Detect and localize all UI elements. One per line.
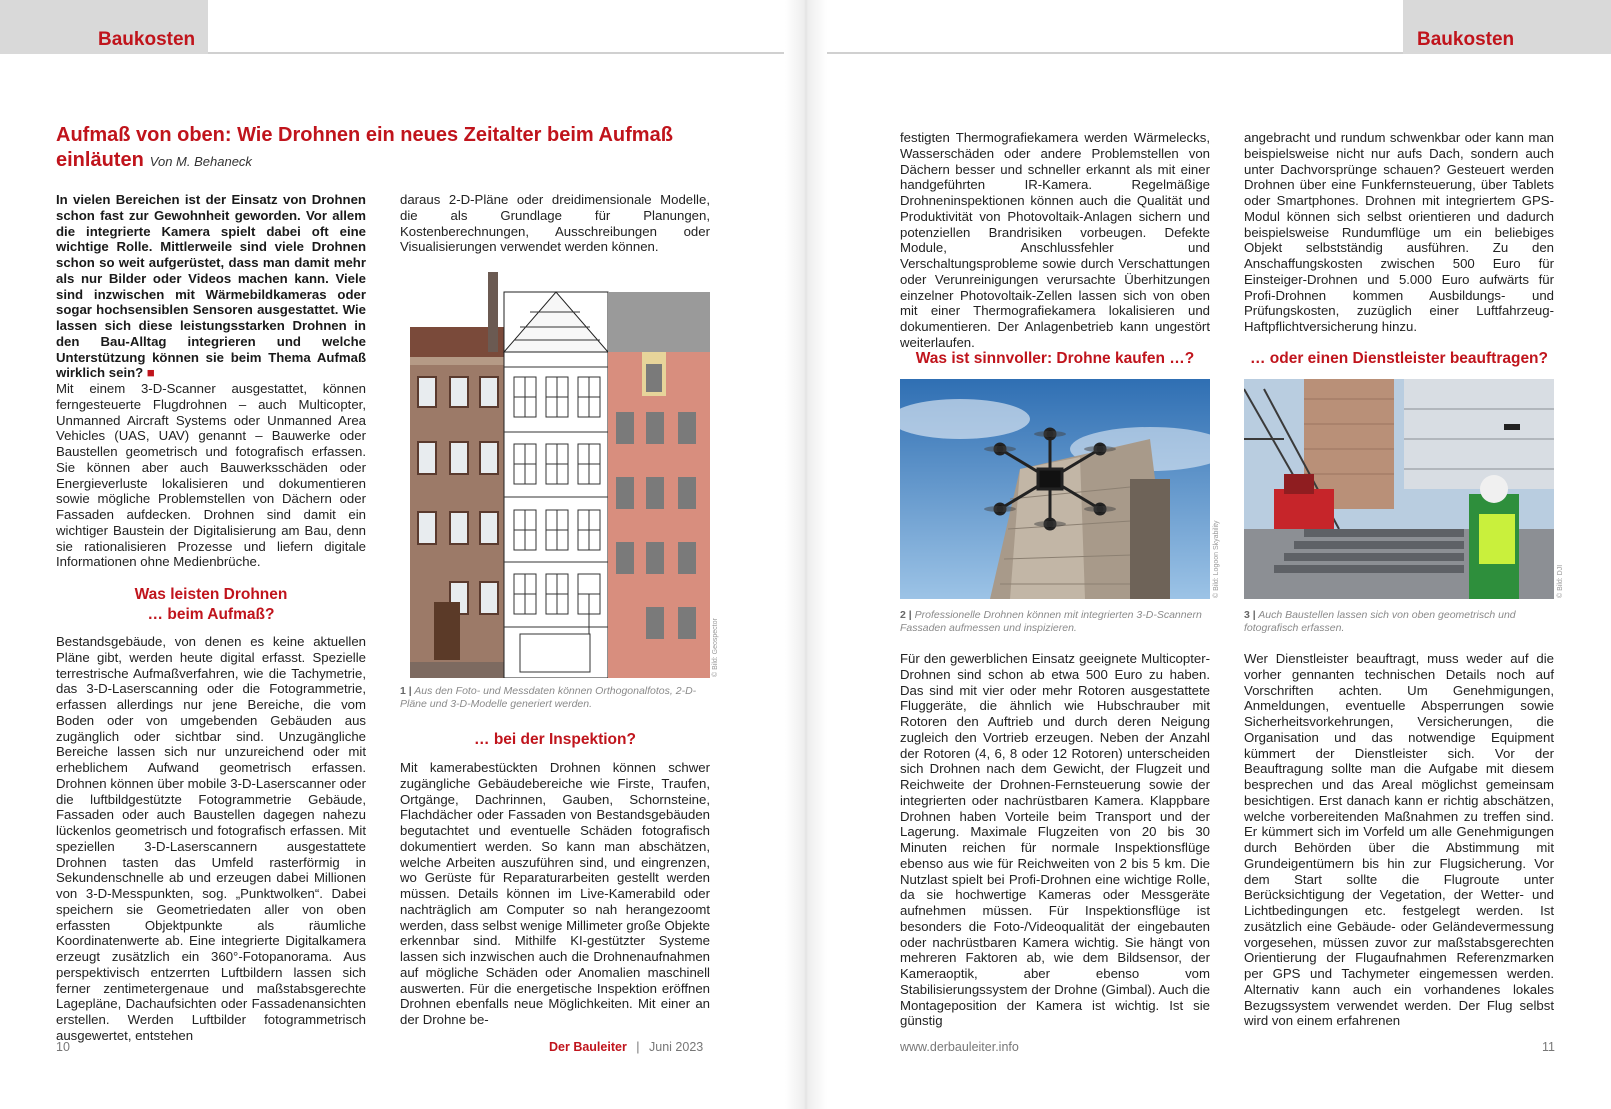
figure2-number: 2 |	[900, 609, 912, 621]
article-title	[56, 123, 696, 174]
drone-photo	[900, 379, 1210, 599]
figure3-caption	[1244, 609, 1554, 635]
lead-end-mark: ■	[146, 365, 155, 381]
paragraph-thermography: festigten Thermografiekamera werden Wärmelecks, Wasserschäden oder andere Problemstellen von Dächern besser und schneller erkannt als mit einer handgeführten IR-Kamera. Regelmäßige Drohneninspektionen können auch die Qualität und Produktivität von Photovoltaik-Anlagen sichern und potenziellen Brandrisiken vorbeugen. Defekte Module, Anschlussfehler und Verschaltungsprobleme sowie durch Verschattungen oder Verunreinigungen verursachte Überhitzungen einzelner Photovoltaik-Zellen lassen sich von oben mit einer Thermografiekamera lokalisieren und dokumentieren. Der Anlagenbetrieb kann ungestört weiterlaufen.	[900, 130, 1210, 350]
page-number-right: 11	[1542, 1040, 1555, 1054]
paragraph-aufmass: Bestandsgebäude, von denen es keine aktuellen Pläne gibt, werden heute digital erfasst. Spezielle terrestrische Aufmaßverfahren, wie die Tachymetrie, das 3-D-Laserscanning oder die Fotogrammetrie, erfassen allerdings nur jene Bereiche, die vom Boden oder von umgebenden Gebäuden aus zugänglich oder sichtbar sind. Unzugängliche Bereiche lassen sich nur unzureichend oder mit erheblichem Aufwand geometrisch erfassen. Drohnen können über mobile 3-D-Laserscanner oder die luftbildgestützte Fotogrammetrie Gebäude, Fassaden oder auch Baustellen dagegen nahezu lückenlos geometrisch und fotografisch erfassen. Mit speziellen 3-D-Laserscannern ausgestattete Drohnen tasten das Umfeld rasterförmig in Sekundenschnelle ab und erzeugen dabei Millionen von 3-D-Messpunkten, sog. „Punktwolken“. Dabei speichern sie Geometriedaten aller von oben erfassten Objektpunkte als räumliche Koordinatenwerte ab. Eine integrierte Digitalkamera erzeugt zusätzlich ein 360°-Fotopanorama. Aus perspektivisch entzerrten Luftbildern lassen sich ferner zentimetergenaue und maßstabsgerechte Lagepläne, Dachaufsichten oder Fassadenansichten erstellen. Werden Luftbilder fotogrammetrisch ausgewertet, entstehen	[56, 634, 366, 1043]
construction-photo	[1244, 379, 1554, 599]
footer-issue: Juni 2023	[649, 1040, 704, 1054]
section-tab-right	[1403, 0, 1611, 54]
figure2-caption-text: Professionelle Drohnen können mit integrierten 3-D-Scannern Fassaden aufmessen und inspizieren.	[900, 609, 1202, 634]
figure-drone-photo	[900, 379, 1210, 599]
spine-gutter	[785, 0, 827, 1109]
figure1-credit: © Bild: Geospector	[712, 618, 719, 677]
facade-illustration	[410, 272, 710, 678]
subhead-aufmass	[56, 585, 366, 625]
header-rule-left	[208, 52, 784, 54]
subhead-hire-service-text: … oder einen Dienstleister beauftragen?	[1249, 350, 1548, 367]
page-number-left: 10	[56, 1040, 70, 1054]
paragraph-plans: daraus 2-D-Pläne oder dreidimensionale Modelle, die als Grundlage für Planungen, Kostenberechnungen, Ausschreibungen oder Visualisierungen verwendet werden können.	[400, 192, 710, 255]
subhead-aufmass-line2: … beim Aufmaß?	[147, 606, 275, 623]
subhead-inspection	[400, 730, 710, 750]
article-title-text: Aufmaß von oben: Wie Drohnen ein neues Zeitalter beim Aufmaß einläuten	[56, 124, 673, 171]
subhead-buy-drone-text: Was ist sinnvoller: Drohne kaufen …?	[915, 350, 1195, 367]
figure1-caption	[400, 685, 710, 711]
section-label-left: Baukosten	[98, 29, 196, 50]
footer-url[interactable]: www.derbauleiter.info	[900, 1040, 1019, 1054]
paragraph-gps: angebracht und rundum schwenkbar oder kann man beispielsweise nicht nur aufs Dach, sondern auch unter Dachvorsprünge schauen? Gesteuert werden Drohnen über eine Funkfernsteuerung, über Tablets oder Smartphones. Drohnen mit integriertem GPS-Modul können sich selbst orientieren und dadurch beispielsweise Rundumflüge um ein beliebiges Objekt selbstständig ausführen. Zu den Anschaffungskosten zwischen 500 Euro für Einsteiger-Drohnen und 5.000 Euro aufwärts für Profi-Drohnen kommen Ausbildungs- und Prüfungskosten, zuzüglich einer Luftfahrzeug-Haftpflichtversicherung hinzu.	[1244, 130, 1554, 334]
footer-publication	[549, 1040, 703, 1054]
article-byline: Von M. Behaneck	[149, 154, 252, 169]
figure3-caption-text: Auch Baustellen lassen sich von oben geometrisch und fotografisch erfassen.	[1244, 609, 1516, 634]
paragraph-inspection: Mit kamerabestückten Drohnen können schwer zugängliche Gebäudebereiche wie Firste, Traufen, Ortgänge, Dachrinnen, Gauben, Schornsteine, Flachdächer oder Fassaden von Bestandsgebäuden begutachtet und eventuelle Schäden fotografisch dokumentiert werden. So kann man abschätzen, welche Arbeiten auszuführen sind, und eingrenzen, wo Gerüste für Reparaturarbeiten gestellt werden müssen. Details können im Live-Kamerabild oder nachträglich am Computer so nah herangezoomt werden, dass selbst wenige Millimeter große Objekte erkennbar sind. Mithilfe KI-gestützter Systeme lassen sich inzwischen auch die Drohnenaufnahmen auf mögliche Schäden oder Anomalien maschinell auswerten. Für die energetische Inspektion eröffnen Drohnen ebenfalls neue Möglichkeiten. Mit einer an der Drohne be-	[400, 760, 710, 1027]
figure1-caption-text: Aus den Foto- und Messdaten können Orthogonalfotos, 2-D-Pläne und 3-D-Modelle generiert werden.	[400, 685, 697, 710]
header-rule-right	[827, 52, 1403, 54]
figure3-credit: © Bild: DJI	[1557, 564, 1564, 598]
figure-facade-composite	[410, 272, 710, 678]
paragraph-service: Wer Dienstleister beauftragt, muss weder auf die vorher gennanten technischen Details noch auf Vorschriften achten. Um Genehmigungen, Anmeldungen, eventuelle Absperrungen sowie Sicherheitsvorkehrungen, Versicherungen, die Organisation und das notwendige Equipment kümmert der Dienstleister sich. Vor der Beauftragung sollte man die Aufgabe mit diesem besprechen und das Areal möglichst gemeinsam besichtigen. Erst danach kann er richtig abschätzen, welche vorbereitenden Maßnahmen zu treffen sind. Er kümmert sich im Vorfeld um alle Genehmigungen durch Behörden über die Abstimmung mit Grundeigentümern bis hin zur Flugsicherung. Vor dem Start sollte die Flugroute unter Berücksichtigung der Vegetation, der Wetter- und Lichtbedingungen etc. festgelegt werden. Ist zusätzlich eine Gebäude- oder Geländevermessung vorgesehen, müssen zuvor zur maßstabsgerechten Orientierung der Flugaufnahmen Referenzmarken per GPS und Tachymeter eingemessen werden. Alternativ kann auch ein vorhandenes lokales Bezugssystem verwendet werden. Der Flug selbst wird von einem erfahrenen	[1244, 651, 1554, 1029]
figure2-credit: © Bild: Logoon Skyability	[1213, 520, 1220, 598]
section-label-right: Baukosten	[1417, 29, 1515, 50]
subhead-inspection-text: … bei der Inspektion?	[474, 731, 636, 748]
subhead-hire-service	[1244, 349, 1554, 369]
figure-construction-photo	[1244, 379, 1554, 599]
lead-paragraph	[56, 192, 366, 381]
paragraph-intro: Mit einem 3-D-Scanner ausgestattet, können ferngesteuerte Flugdrohnen – auch Multicopter, Unmanned Aircraft Systems oder Unmanned Area Vehicles (UAS, UAV) genannt – Bauwerke oder Baustellen geometrisch und fotografisch erfassen. Sie können aber auch Bauwerksschäden oder Energieverluste lokalisieren und dokumentieren sowie mögliche Problemstellen von Dächern oder Fassaden aufdecken. Drohnen sind damit ein wichtiger Baustein der Digitalisierung am Bau, denn sie rationalisieren Prozesse und liefern digitale Informationen ohne Medienbrüche.	[56, 381, 366, 570]
footer-brand: Der Bauleiter	[549, 1040, 627, 1054]
figure1-number: 1 |	[400, 685, 412, 697]
lead-text: In vielen Bereichen ist der Einsatz von Drohnen schon fast zur Gewohnheit geworden. Vor allem die integrierte Kamera spielt dabei oft eine wichtige Rolle. Mittlerweile sind viele Drohnen schon so weit aufgerüstet, dass man damit mehr als nur Bilder oder Videos machen kann. Viele sind inzwischen mit Wärmebildkameras oder sogar hochsensiblen Sensoren ausgestattet. Wie lassen sich diese leistungsstarken Drohnen in den Bau-Alltag integrieren und welche Unterstützung können sie beim Thema Aufmaß wirklich sein?	[56, 192, 366, 381]
section-tab-left	[0, 0, 208, 54]
figure2-caption	[900, 609, 1210, 635]
figure3-number: 3 |	[1244, 609, 1256, 621]
footer-separator: |	[636, 1040, 640, 1054]
subhead-buy-drone	[900, 349, 1210, 369]
paragraph-buy: Für den gewerblichen Einsatz geeignete Multicopter-Drohnen sind schon ab etwa 500 Euro zu haben. Das sind mit vier oder mehr Rotoren ausgestattete Fluggeräte, die ähnlich wie Hubschrauber mit Rotoren den Auftrieb und durch deren Neigung zugleich den Vortrieb erzeugen. Neben der Anzahl der Rotoren (4, 6, 8 oder 12 Rotoren) unterscheiden sich Drohnen nach dem Gewicht, der Flugzeit und Reichweite der Drohnen-Fernsteuerung sowie der integrierten oder nachrüstbaren Kamera. Klappbare Drohnen haben Vorteile beim Transport und der Lagerung. Maximale Flugzeiten von 20 bis 30 Minuten reichen für normale Inspektionsflüge ebenso aus wie für Reichweiten von 2 bis 5 km. Die Nutzlast spielt bei Profi-Drohnen eine wichtige Rolle, da sie hochwertige Kameras oder Messgeräte aufnehmen müssen. Für Inspektionsflüge ist besonders die Foto-/Videoqualität der eingebauten oder nachrüstbaren Kamera wichtig. Sie hängt von mehreren Faktoren ab, wie dem Bildsensor, der Kameraoptik, aber ebenso vom Stabilisierungssystem der Drohne (Gimbal). Auch die Montageposition der Kamera ist wichtig. Ist sie günstig	[900, 651, 1210, 1029]
subhead-aufmass-line1: Was leisten Drohnen	[134, 586, 288, 603]
